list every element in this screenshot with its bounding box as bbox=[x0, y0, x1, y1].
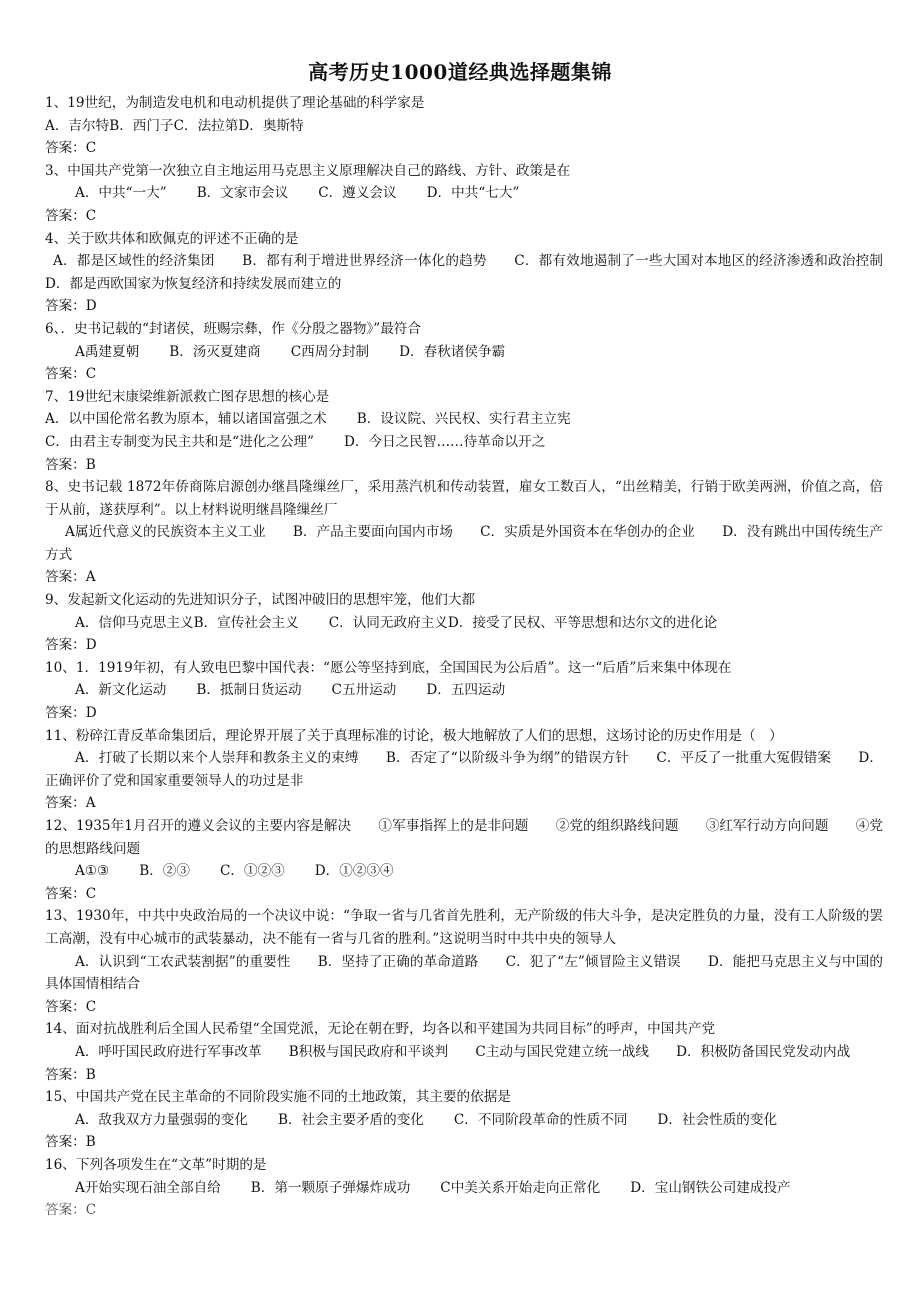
answer-line: 答案：C bbox=[45, 140, 97, 157]
option: D．①②③④ bbox=[314, 863, 394, 880]
option: A开始实现石油全部自给 bbox=[75, 1179, 221, 1196]
question-stem: 11、粉碎江青反革命集团后，理论界开展了关于真理标准的讨论，极大地解放了人们的思想，这场讨论的历史作用是（ ） bbox=[45, 727, 783, 744]
question-options bbox=[45, 182, 883, 205]
option: D．中共“七大” bbox=[426, 185, 520, 202]
option: A．新文化运动 bbox=[75, 682, 167, 699]
question-stem: 13、1930年，中共中央政治局的一个决议中说：“争取一省与几省首先胜利，无产阶级的伟大斗争，是决定胜负的力量，没有工人阶级的罢工高潮，没有中心城市的武装暴动，决不能有一省与几省的胜利。”这说明当时中共中央的领导人 bbox=[45, 908, 883, 947]
option: D．春秋诸侯争霸 bbox=[399, 343, 506, 360]
option: D．奥斯特 bbox=[238, 117, 304, 134]
option: A禹建夏朝 bbox=[75, 343, 140, 360]
answer-line: 答案：D bbox=[45, 298, 97, 315]
question-stem: 12、1935年1月召开的遵义会议的主要内容是解决 ①军事指挥上的是非问题 ②党的组织路线问题 ③红军行动方向问题 ④党的思想路线问题 bbox=[45, 818, 883, 857]
answer-line: 答案：C bbox=[45, 207, 97, 224]
question-options: A．打破了长期以来个人崇拜和教条主义的束缚 B．否定了“以阶级斗争为纲”的错误方针 C．平反了一批重大冤假错案 D．正确评价了党和国家重要领导人的功过是非 bbox=[45, 750, 883, 789]
answer-line: 答案：A bbox=[45, 569, 96, 586]
option: B．抵制日货运动 bbox=[196, 682, 302, 699]
option: A①③ bbox=[75, 863, 110, 880]
option: A．信仰马克思主义B．宣传社会主义 bbox=[75, 614, 299, 631]
question-stem: 6、．史书记载的“封诸侯，班赐宗彝，作《分殷之器物》”最符合 bbox=[45, 320, 421, 337]
option: B．社会主要矛盾的变化 bbox=[277, 1111, 424, 1128]
question-stem: 10、1．1919年初，有人致电巴黎中国代表：“愿公等坚持到底，全国国民为公后盾”。这一“后盾”后来集中体现在 bbox=[45, 659, 732, 676]
option: C．不同阶段革命的性质不同 bbox=[453, 1111, 628, 1128]
answer-line: 答案：A bbox=[45, 795, 96, 812]
question-stem: 8、史书记载 1872年侨商陈启源创办继昌隆缫丝厂，采用蒸汽机和传动装置，雇女工数百人，“出丝精美，行销于欧美两洲，价值之高，倍于从前，遂获厚利”。以上材料说明继昌隆缫丝厂 bbox=[45, 479, 883, 518]
question-options bbox=[45, 341, 883, 364]
option: D．社会性质的变化 bbox=[657, 1111, 778, 1128]
answer-line: 答案：B bbox=[45, 1066, 96, 1083]
option: B．文家市会议 bbox=[196, 185, 289, 202]
question-stem: 16、下列各项发生在“文革”时期的是 bbox=[45, 1156, 267, 1173]
question-stem: 9、发起新文化运动的先进知识分子，试图冲破旧的思想牢笼，他们大都 bbox=[45, 592, 476, 609]
question-stem: 4、关于欧共体和欧佩克的评述不正确的是 bbox=[45, 230, 299, 247]
option: C西周分封制 bbox=[290, 343, 370, 360]
question-options bbox=[45, 679, 883, 702]
option: B．设议院、兴民权、实行君主立宪 bbox=[356, 411, 571, 428]
answer-line: 答案：C bbox=[45, 366, 97, 383]
question-stem: 3、中国共产党第一次独立自主地运用马克思主义原理解决自己的路线、方针、政策是在 bbox=[45, 162, 571, 179]
answer-line: 答案：B bbox=[45, 1134, 96, 1151]
answer-line: 答案：D bbox=[45, 705, 97, 722]
option: A．敌我双方力量强弱的变化 bbox=[75, 1111, 248, 1128]
option: C．认同无政府主义D．接受了民权、平等思想和达尔文的进化论 bbox=[328, 614, 718, 631]
question-stem: 14、面对抗战胜利后全国人民希望“全国党派，无论在朝在野，均各以和平建国为共同目标”的呼声，中国共产党 bbox=[45, 1021, 716, 1038]
question-stem: 1、19世纪，为制造发电机和电动机提供了理论基础的科学家是 bbox=[45, 95, 425, 111]
option: C中美关系开始走向正常化 bbox=[440, 1179, 601, 1196]
option: C．遵义会议 bbox=[318, 185, 397, 202]
answer-line: 答案：C bbox=[45, 885, 97, 902]
question-options: A．都是区域性的经济集团 B．都有利于增进世界经济一体化的趋势 C．都有效地遏制了一些大国对本地区的经济渗透和政治控制 D．都是西欧国家为恢复经济和持续发展而建立的 bbox=[45, 253, 911, 292]
page-title: 高考历史1000道经典选择题集锦 bbox=[308, 60, 612, 84]
option: D．今日之民智……待革命以开之 bbox=[344, 433, 546, 450]
question-options: A．认识到“工农武装割据”的重要性 B．坚持了正确的革命道路 C．犯了“左”倾冒险主义错误 D．能把马克思主义与中国的具体国情相结合 bbox=[45, 953, 883, 993]
answer-line: 答案：C bbox=[45, 998, 97, 1015]
question-stem: 15、中国共产党在民主革命的不同阶段实施不同的土地政策，其主要的依据是 bbox=[45, 1089, 511, 1106]
answer-line: 答案：D bbox=[45, 637, 97, 654]
option: D．宝山钢铁公司建成投产 bbox=[630, 1179, 791, 1196]
option: A．吉尔特 bbox=[45, 117, 110, 134]
answer-line: 答案：B bbox=[45, 456, 96, 473]
option: A．中共“一大” bbox=[75, 185, 167, 202]
option: C．由君主专制变为民主共和是“进化之公理” bbox=[45, 433, 314, 450]
option: B．②③ bbox=[139, 863, 190, 880]
option: B．第一颗原子弹爆炸成功 bbox=[250, 1179, 411, 1196]
option: B．汤灭夏建商 bbox=[169, 343, 261, 360]
option: A．以中国伦常名教为原本，辅以诸国富强之术 bbox=[45, 411, 327, 428]
question-options bbox=[45, 408, 883, 431]
question-list bbox=[45, 92, 911, 1222]
question-options bbox=[45, 612, 883, 635]
question-stem: 7、19世纪末康梁维新派救亡图存思想的核心是 bbox=[45, 388, 330, 405]
question-options: A．呼吁国民政府进行军事改革 B积极与国民政府和平谈判 C主动与国民党建立统一战线 D．积极防备国民党发动内战 bbox=[75, 1043, 851, 1060]
option: D．五四运动 bbox=[426, 682, 506, 699]
option: C．法拉第 bbox=[173, 117, 239, 134]
question-options bbox=[45, 1177, 883, 1200]
answer-line: 答案：C bbox=[45, 1202, 97, 1219]
question-options bbox=[45, 860, 883, 883]
option: B．西门子 bbox=[109, 117, 174, 134]
question-options: A属近代意义的民族资本主义工业 B．产品主要面向国内市场 C．实质是外国资本在华创办的企业 D．没有跳出中国传统生产方式 bbox=[45, 524, 883, 563]
option: C五卅运动 bbox=[331, 682, 397, 699]
option: C．①②③ bbox=[219, 863, 285, 880]
question-options bbox=[45, 1109, 883, 1132]
question-options bbox=[45, 431, 883, 454]
question-options bbox=[45, 115, 883, 138]
